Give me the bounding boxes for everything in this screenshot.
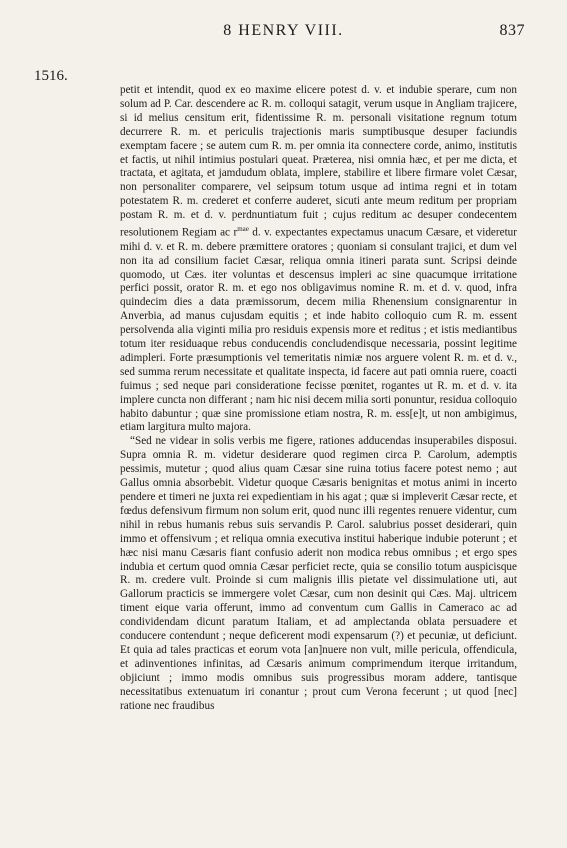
- margin-year: 1516.: [34, 68, 68, 84]
- paragraph-2: “Sed ne videar in solis verbis me figere, rationes adducendas insuperabiles disposui. Supra omnia R. m. videtur desiderare quod regimen circa P. Carolum, ademptis pessimis, mutetur ; quod alius quam Cæsar sine ruina totius facere potest nemo ; aut Gallus omnia absorbebit. Videtur quoque Cæsaris benignitas et motus animi in incerto pendere et timeri ne juxta rei expedientiam in his agat ; quæ si impleverit Cæsar recte, et fœdus defensivum firmum non solum erit, quod nunc illi regentes renuere videntur, cum nihil in rebus humanis rebus suis servandis P. Carol. salubrius posset desiderari, quin immo et offensivum ; et reliqua omnia executiva institui haberique indubie poterunt ; et hæc nisi manu Cæsaris fiant confusio aderit non modica rebus omnibus ; et ergo spes indubia et certum quod omnia Cæsar perficiet recte, quia se consilio totum auspicisque R. m. credere vult. Proinde si cum malignis illis pietate vel dissimulatione uti, aut Gallorum practicis se immergere volet Cæsar, cum non desinit qui Cæs. Maj. ultricem timent eique varia offerunt, immo ad conventum cum Gallis in Cameraco ac ad condividendam dicunt paratum Italiam, et ad amplectanda oblata persuadere et conducere contendunt ; neque deficerent modi expensarum (?) et pecuniæ, ut deficiunt. Et quia ad tales practicas et eorum vota [an]nuere non vult, mille pericula, offendicula, et adinventiones infinitas, ad Cæsaris animum comprimendum iterque irritandum, objiciunt ; immo modis omnibus suis progressibus moram addere, tantisque necessitatibus extenuatum iri conantur ; prout cum Verona fecerunt ; ut quod [nec] ratione nec fraudibus: [120, 435, 517, 712]
- running-title: 8 HENRY VIII.: [223, 22, 344, 39]
- body-text: [120, 84, 517, 714]
- page-number: 837: [499, 22, 525, 39]
- paragraph-1: [120, 84, 517, 435]
- page-header: [0, 22, 567, 42]
- paragraph-1-superscript: mae: [237, 225, 249, 234]
- paragraph-1-part-b: d. v. expectantes expectamus unacum Cæsare, et videretur mihi d. v. et R. m. debere præmittere oratores ; quoniam si consulant trajici, et dum vel non ita ad consilium faciet Cæsar, reliqua omnia itineri parata sunt. Scripsi deinde quomodo, ut Cæs. iter voluntas et descensus impleri ac sine quacumque irritatione perfici possit, orator R. m. et ego nos obligavimus nomine R. m. et d. v. quod, infra quindecim dies a data præmissorum, decem milia Rhenensium consignarentur in Anverbia, ad manus cujusdam equitis ; et inde habito colloquio cum R. m. essent persolvenda alia viginti milia pro residuis expensis more et reditus ; et istis mediantibus totum iter residuaque rebus conducendis concludendisque necessaria, possint legitime adimpleri. Forte præsumptionis vel temeritatis nimiæ nos arguere volent R. m. et d. v., sed summa rerum necessitate et qualitate inspecta, id facere aut pati omnia ruere, coacti fuimus ; sed neque pari consideratione fecisse pœnitet, rogantes ut R. m. et d. v. ita implere cuncta non differant ; nam hic nisi decem milia sorti ponuntur, residua colloquio habito dabuntur ; quæ sine promissione etiam nostra, R. m. ess[e]t, ut non ambigimus, etiam largitura multo majora.: [120, 226, 517, 434]
- paragraph-1-part-a: petit et intendit, quod ex eo maxime elicere potest d. v. et indubie sperare, cum non solum ad P. Car. descendere ac R. m. colloqui satagit, verum usque in Angliam trajicere, si id melius censitum erit, fidentissime R. m. personali visitatione regnum totum decurrere R. m. et periculis trajectionis maris sumptibusque desuper faciundis exemptam facere ; se autem cum R. m. per omnia ita connectere corde, animo, institutis et factis, ut nihil intimius postulari queat. Præterea, nisi omnia hæc, et per me dicta, et tractata, et agitata, et jamdudum oblata, implere, stabilire et libere firmare volet Cæsar, non personaliter comparere, vel seipsum totum usque ad intima regni et in totam potestatem R. m. crederet et conferre auderet, sicuti ante meum reditum per propriam postam R. m. et d. v. perdnuntiatum fuit ; cujus reditum ac desuper condecentem resolutionem Regiam ac r: [120, 84, 517, 239]
